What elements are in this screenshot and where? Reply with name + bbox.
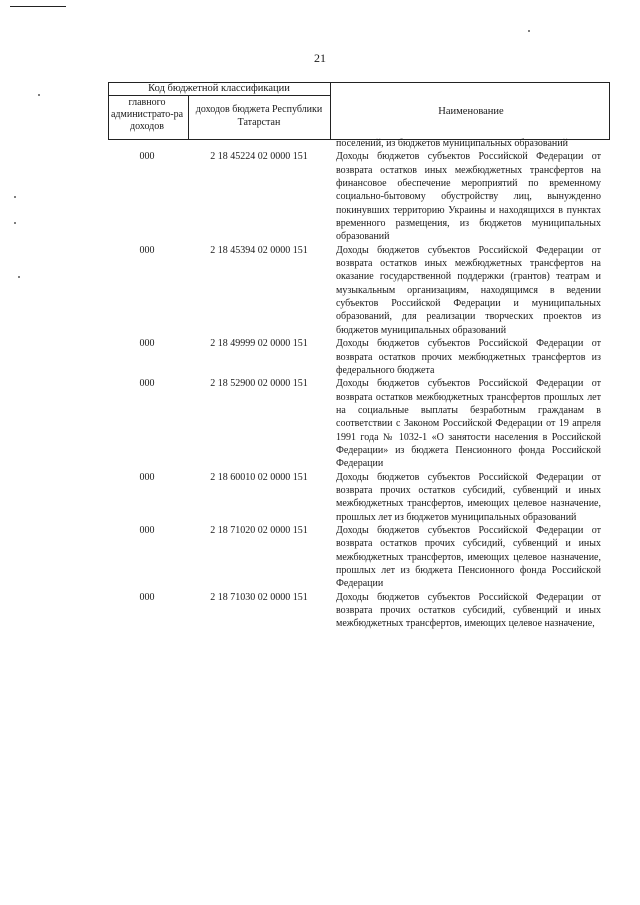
revenue-name: Доходы бюджетов субъектов Российской Федерации от возврата остатков межбюджетных трансфертов прошлых лет на социальные выплаты безработным гражданам в соответствии с Законом Российской Федерации от 19 апреля 1991 года № 1032-1 «О занятости населения в Российской Федерации» из бюджета Пенсионного фонда Российской Федерации xyxy=(336,378,601,470)
admin-code: 000 xyxy=(139,338,155,350)
revenue-code: 2 18 45224 02 0000 151 xyxy=(210,151,308,163)
revenue-code: 2 18 60010 02 0000 151 xyxy=(210,471,308,483)
scan-speck xyxy=(38,94,40,96)
table-row xyxy=(108,471,610,524)
table-body xyxy=(108,137,610,631)
revenue-name: Доходы бюджетов субъектов Российской Федерации от возврата прочих остатков субсидий, субвенций и иных межбюджетных трансфертов, имеющих целевое назначение, xyxy=(336,591,601,630)
revenue-name: Доходы бюджетов субъектов Российской Федерации от возврата остатков прочих межбюджетных трансфертов из федерального бюджета xyxy=(336,338,601,376)
admin-code: 000 xyxy=(139,471,155,483)
admin-code: 000 xyxy=(139,591,155,603)
header-budget-revenues: доходов бюджета Республики Татарстан xyxy=(195,104,323,128)
revenue-name: Доходы бюджетов субъектов Российской Федерации от возврата остатков иных межбюджетных трансфертов на оказание государственной поддержки (грантов) театрам и музыкальным организациям, находящимся в ведении субъектов Российской Федерации и муниципальных образований, для реализации творческих проектов из бюджетов муниципальных образований xyxy=(336,244,601,336)
table-row xyxy=(108,524,610,591)
table-row xyxy=(108,150,610,243)
scan-speck xyxy=(14,196,16,198)
admin-code: 000 xyxy=(139,244,155,256)
admin-code: 000 xyxy=(139,378,155,390)
admin-code: 000 xyxy=(139,151,155,163)
scan-corner-line xyxy=(10,6,66,7)
revenue-name: Доходы бюджетов субъектов Российской Федерации от возврата остатков иных межбюджетных трансфертов на финансовое обеспечение мероприятий по временному социально-бытовому обустройству лиц, вынужденно покинувших территорию Украины и находящихся в пунктах временного размещения, из бюджетов муниципальных образований xyxy=(336,151,601,243)
header-budget-classification-code: Код бюджетной классификации xyxy=(108,83,330,96)
revenue-code: 2 18 52900 02 0000 151 xyxy=(210,378,308,390)
table-row xyxy=(108,377,610,470)
revenue-name: Доходы бюджетов субъектов Российской Федерации от возврата прочих остатков субсидий, субвенций и иных межбюджетных трансфертов, имеющих целевое назначение, прошлых лет из бюджетов муниципальных образований xyxy=(336,471,601,523)
admin-code: 000 xyxy=(139,524,155,536)
table-row xyxy=(108,244,610,337)
revenue-code: 2 18 45394 02 0000 151 xyxy=(210,244,308,256)
revenue-code: 2 18 71020 02 0000 151 xyxy=(210,524,308,536)
revenue-name: поселений, из бюджетов муниципальных образований xyxy=(336,138,568,149)
scan-speck xyxy=(18,276,20,278)
table-row xyxy=(108,137,610,150)
page-number: 21 xyxy=(314,51,326,65)
revenue-code: 2 18 71030 02 0000 151 xyxy=(210,591,308,603)
header-name: Наименование xyxy=(438,105,504,117)
scan-speck xyxy=(14,222,16,224)
scan-speck xyxy=(528,30,530,32)
revenue-name: Доходы бюджетов субъектов Российской Федерации от возврата остатков прочих субсидий, субвенций и иных межбюджетных трансфертов, имеющих целевое назначение, прошлых лет из бюджета Пенсионного фонда Российской Федерации xyxy=(336,524,601,590)
table-row xyxy=(108,591,610,631)
budget-classification-table xyxy=(108,82,610,631)
header-main-administrator: главного администрато-ра доходов xyxy=(110,97,184,132)
table-row xyxy=(108,337,610,377)
revenue-code: 2 18 49999 02 0000 151 xyxy=(210,338,308,350)
table-header xyxy=(108,82,610,140)
